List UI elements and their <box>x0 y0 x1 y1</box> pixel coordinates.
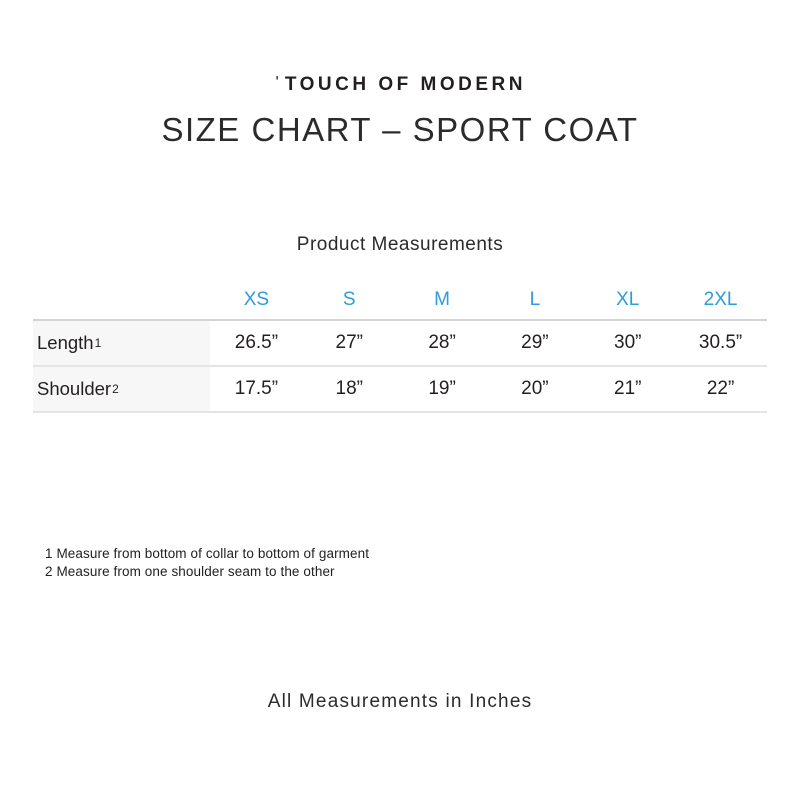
shoulder-value-2xl: 22” <box>706 378 735 399</box>
row-label-length: Length 1 <box>33 321 210 365</box>
shoulder-value-s: 18” <box>335 378 363 399</box>
footnote-2: 2 Measure from one shoulder seam to the other <box>45 564 335 579</box>
size-chart-table <box>33 281 767 413</box>
row-label-length-text: Length <box>37 332 94 353</box>
shoulder-value-l: 20” <box>521 378 549 399</box>
length-value-l: 29” <box>521 332 549 353</box>
size-table-body <box>33 319 767 413</box>
length-value-xs: 26.5” <box>234 332 279 353</box>
table-row-shoulder <box>33 367 767 413</box>
footnote-1: 1 Measure from bottom of collar to bottom of garment <box>45 546 370 561</box>
length-value-xl: 30” <box>614 332 642 353</box>
brand-logo-mark: ˈ <box>274 74 284 95</box>
table-row-length <box>33 321 767 367</box>
section-heading: Product Measurements <box>296 234 504 255</box>
size-header-xl: XL <box>616 289 640 310</box>
length-value-m: 28” <box>428 332 456 353</box>
brand-logo-text: TOUCH OF MODERN <box>284 74 526 95</box>
length-value-2xl: 30.5” <box>698 332 743 353</box>
row-label-shoulder: Shoulder 2 <box>33 367 210 411</box>
row-label-shoulder-text: Shoulder <box>37 378 112 399</box>
brand-logo <box>0 74 800 96</box>
length-value-s: 27” <box>335 332 363 353</box>
size-header-s: S <box>342 289 356 310</box>
size-header-xs: XS <box>243 289 270 310</box>
size-header-l: L <box>529 289 541 310</box>
shoulder-value-m: 19” <box>428 378 456 399</box>
shoulder-value-xs: 17.5” <box>234 378 279 399</box>
size-header-2xl: 2XL <box>703 289 738 310</box>
size-header-row <box>33 281 767 319</box>
size-header-m: M <box>434 289 450 310</box>
shoulder-value-xl: 21” <box>614 378 642 399</box>
footnotes <box>45 545 369 581</box>
page-title: SIZE CHART – SPORT COAT <box>161 111 639 148</box>
measurements-unit-note: All Measurements in Inches <box>267 691 533 712</box>
